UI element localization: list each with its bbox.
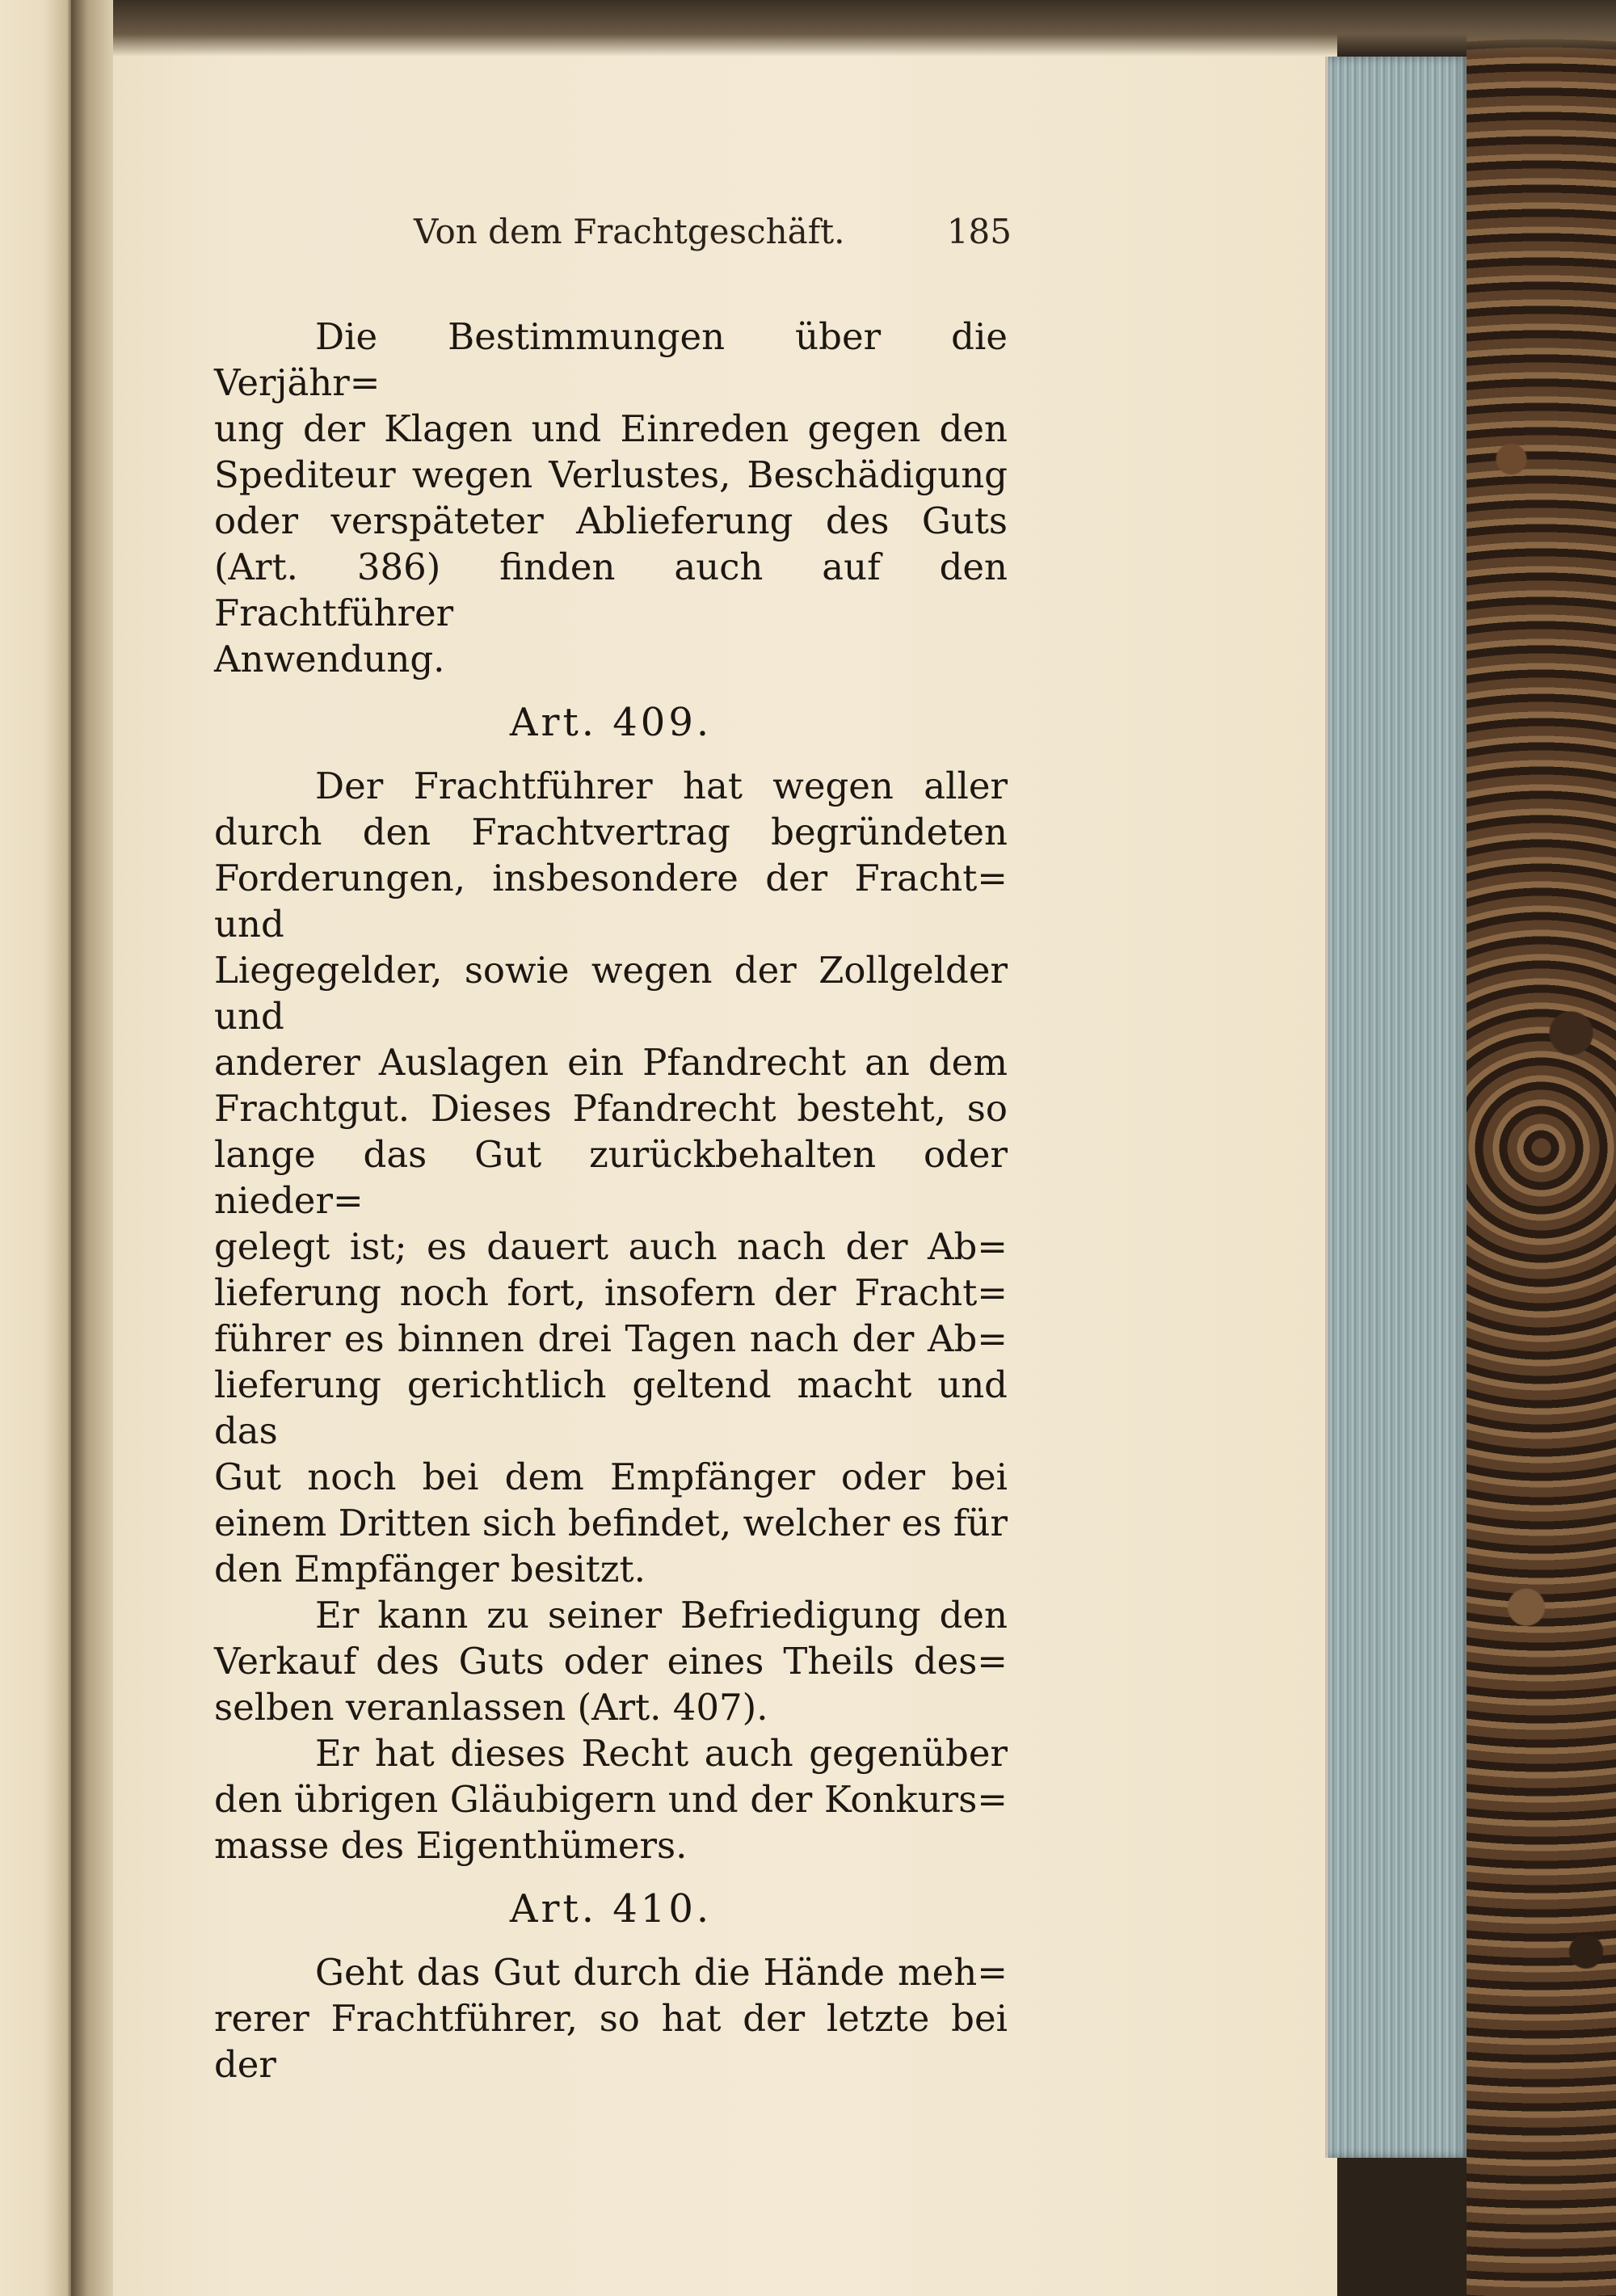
- text-line: Spediteur wegen Verlustes, Beschädigung: [214, 453, 1008, 496]
- marbled-cover: [1467, 0, 1616, 2296]
- text-line: Geht das Gut durch die Hände meh=: [315, 1951, 1008, 1994]
- text-line: lange das Gut zurückbehalten oder nieder=: [214, 1133, 1008, 1222]
- text-line: lieferung noch fort, insofern der Fracht=: [214, 1271, 1008, 1314]
- text-line: (Art. 386) finden auch auf den Frachtführer: [214, 546, 1008, 634]
- running-title: Von dem Frachtgeschäft.: [414, 212, 845, 251]
- text-line: lieferung gerichtlich geltend macht und das: [214, 1363, 1008, 1452]
- page-edges: [1325, 57, 1470, 2158]
- page-number: 185: [946, 212, 1012, 251]
- text-line: Forderungen, insbesondere der Fracht= und: [214, 857, 1008, 946]
- body-text: [214, 314, 1008, 2087]
- previous-page-edge: [0, 0, 73, 2296]
- top-shadow: [113, 0, 1616, 57]
- running-head: [414, 212, 1012, 260]
- text-line: Die Bestimmungen über die Verjähr=: [214, 315, 1008, 404]
- text-line: den Empfänger besitzt.: [214, 1548, 646, 1590]
- article-heading: Art. 410.: [509, 1886, 713, 1932]
- text-line: führer es binnen drei Tagen nach der Ab=: [214, 1317, 1008, 1360]
- text-line: durch den Frachtvertrag begründeten: [214, 811, 1008, 853]
- text-line: den übrigen Gläubigern und der Konkurs=: [214, 1778, 1008, 1821]
- text-line: gelegt ist; es dauert auch nach der Ab=: [214, 1225, 1008, 1268]
- text-line: Verkauf des Guts oder eines Theils des=: [214, 1640, 1008, 1683]
- text-line: einem Dritten sich befindet, welcher es für: [214, 1502, 1008, 1544]
- text-line: Gut noch bei dem Empfänger oder bei: [214, 1456, 1008, 1498]
- article-heading: Art. 409.: [509, 700, 713, 745]
- text-line: rerer Frachtführer, so hat der letzte bei der: [214, 1997, 1008, 2086]
- text-line: Der Frachtführer hat wegen aller: [315, 765, 1008, 807]
- text-line: Anwendung.: [214, 638, 445, 680]
- text-line: anderer Auslagen ein Pfandrecht an dem: [214, 1041, 1008, 1084]
- text-line: ung der Klagen und Einreden gegen den: [214, 407, 1008, 450]
- text-line: masse des Eigenthümers.: [214, 1824, 688, 1867]
- text-line: Liegegelder, sowie wegen der Zollgelder und: [214, 949, 1008, 1038]
- book-gutter: [71, 0, 120, 2296]
- text-line: Frachtgut. Dieses Pfandrecht besteht, so: [214, 1087, 1008, 1130]
- text-line: selben veranlassen (Art. 407).: [214, 1686, 768, 1729]
- text-line: Er kann zu seiner Befriedigung den: [315, 1594, 1008, 1637]
- text-line: oder verspäteter Ablieferung des Guts: [214, 499, 1008, 542]
- text-line: Er hat dieses Recht auch gegenüber: [315, 1732, 1008, 1775]
